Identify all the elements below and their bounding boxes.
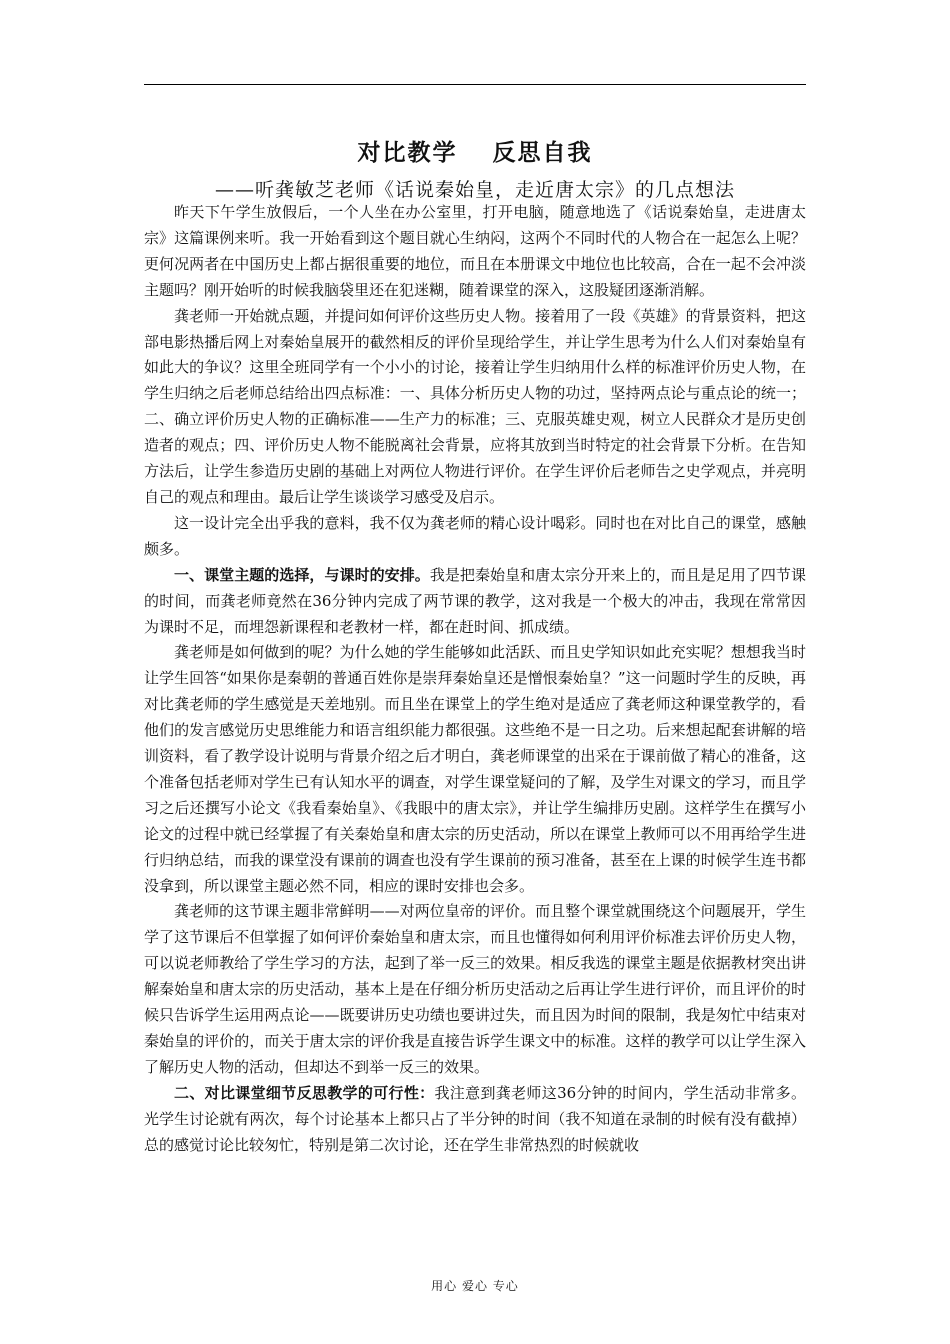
paragraph-text: 这一设计完全出乎我的意料，我不仅为龚老师的精心设计喝彩。同时也在对比自己的课堂，感触颇多。 <box>144 513 806 558</box>
paragraph <box>144 1081 806 1159</box>
paragraph <box>144 200 806 304</box>
paragraph <box>144 899 806 1080</box>
page-footer: 用心 爱心 专心 <box>431 1279 519 1293</box>
paragraph-text: 我是把秦始皇和唐太宗分开来上的，而且是足用了四节课的时间，而龚老师竟然在36分钟内完成了两节课的教学，这对我是一个极大的冲击，我现在常常因为课时不足，而埋怨新课程和老教材一样，都在赶时间、抓成绩。 <box>144 565 806 636</box>
article-subtitle: ——听龚敏芝老师《话说秦始皇，走近唐太宗》的几点想法 <box>214 179 735 201</box>
header-rule <box>144 84 806 85</box>
paragraph-text: 龚老师一开始就点题，并提问如何评价这些历史人物。接着用了一段《英雄》的背景资料，把这部电影热播后网上对秦始皇展开的截然相反的评价呈现给学生，并让学生思考为什么人们对秦始皇有如此大的争议？这里全班同学有一个小小的讨论，接着让学生归纳用什么样的标准评价历史人物，在学生归纳之后老师总结给出四点标准：一、具体分析历史人物的功过，坚持两点论与重点论的统一；二、确立评价历史人物的正确标准——生产力的标准；三、克服英雄史观，树立人民群众才是历史创造者的观点；四、评价历史人物不能脱离社会背景，应将其放到当时特定的社会背景下分析。在告知方法后，让学生参造历史剧的基础上对两位人物进行评价。在学生评价后老师告之史学观点，并亮明自己的观点和理由。最后让学生谈谈学习感受及启示。 <box>144 306 806 506</box>
paragraph-text: 龚老师是如何做到的呢？为什么她的学生能够如此活跃、而且史学知识如此充实呢？想想我当时让学生回答“如果你是秦朝的普通百姓你是崇拜秦始皇还是憎恨秦始皇？”这一问题时学生的反映，再对比龚老师的学生感觉是天差地别。而且坐在课堂上的学生绝对是适应了龚老师这种课堂教学的，看他们的发言感觉历史思维能力和语言组织能力都很强。这些绝不是一日之功。后来想起配套讲解的培训资料，看了教学设计说明与背景介绍之后才明白，龚老师课堂的出采在于课前做了精心的准备，这个准备包括老师对学生已有认知水平的调查，对学生课堂疑问的了解，及学生对课文的学习，而且学习之后还撰写小论文《我看秦始皇》、《我眼中的唐太宗》，并让学生编排历史剧。这样学生在撰写小论文的过程中就已经掌握了有关秦始皇和唐太宗的历史活动，所以在课堂上教师可以不用再给学生进行归纳总结，而我的课堂没有课前的调查也没有学生课前的预习准备，甚至在上课的时候学生连书都没拿到，所以课堂主题必然不同，相应的课时安排也会多。 <box>144 643 806 895</box>
article-title: 对比教学 反思自我 <box>357 139 593 166</box>
paragraph-text: 龚老师的这节课主题非常鲜明——对两位皇帝的评价。而且整个课堂就围绕这个问题展开，学生学了这节课后不但掌握了如何评价秦始皇和唐太宗，而且也懂得如何利用评价标准去评价历史人物，可以说老师教给了学生学习的方法，起到了举一反三的效果。相反我选的课堂主题是依据教材突出讲解秦始皇和唐太宗的历史活动，基本上是在仔细分析历史活动之后再让学生进行评价，而且评价的时候只告诉学生运用两点论——既要讲历史功绩也要讲过失，而且因为时间的限制，我是匆忙中结束对秦始皇的评价的，而关于唐太宗的评价我是直接告诉学生课文中的标准。这样的教学可以让学生深入了解历史人物的活动，但却达不到举一反三的效果。 <box>144 902 806 1076</box>
paragraph <box>144 640 806 899</box>
paragraph <box>144 511 806 563</box>
section-heading: 二、对比课堂细节反思教学的可行性： <box>174 1083 435 1102</box>
section-heading: 一、课堂主题的选择，与课时的安排。 <box>174 565 430 584</box>
paragraph-text: 我注意到龚老师这36分钟的时间内，学生活动非常多。光学生讨论就有两次，每个讨论基本上都只占了半分钟的时间（我不知道在录制的时候有没有截掉）总的感觉讨论比较匆忙，特别是第二次讨论，还在学生非常热烈的时候就收 <box>144 1083 806 1154</box>
paragraph-text: 昨天下午学生放假后，一个人坐在办公室里，打开电脑，随意地选了《话说秦始皇，走进唐太宗》这篇课例来听。我一开始看到这个题目就心生纳闷，这两个不同时代的人物合在一起怎么上呢？更何况两者在中国历史上都占据很重要的地位，而且在本册课文中地位也比较高，合在一起不会冲淡主题吗？刚开始听的时候我脑袋里还在犯迷糊，随着课堂的深入，这股疑团逐渐消解。 <box>144 203 806 299</box>
paragraph <box>144 563 806 641</box>
article-body <box>144 200 806 1159</box>
paragraph <box>144 304 806 511</box>
